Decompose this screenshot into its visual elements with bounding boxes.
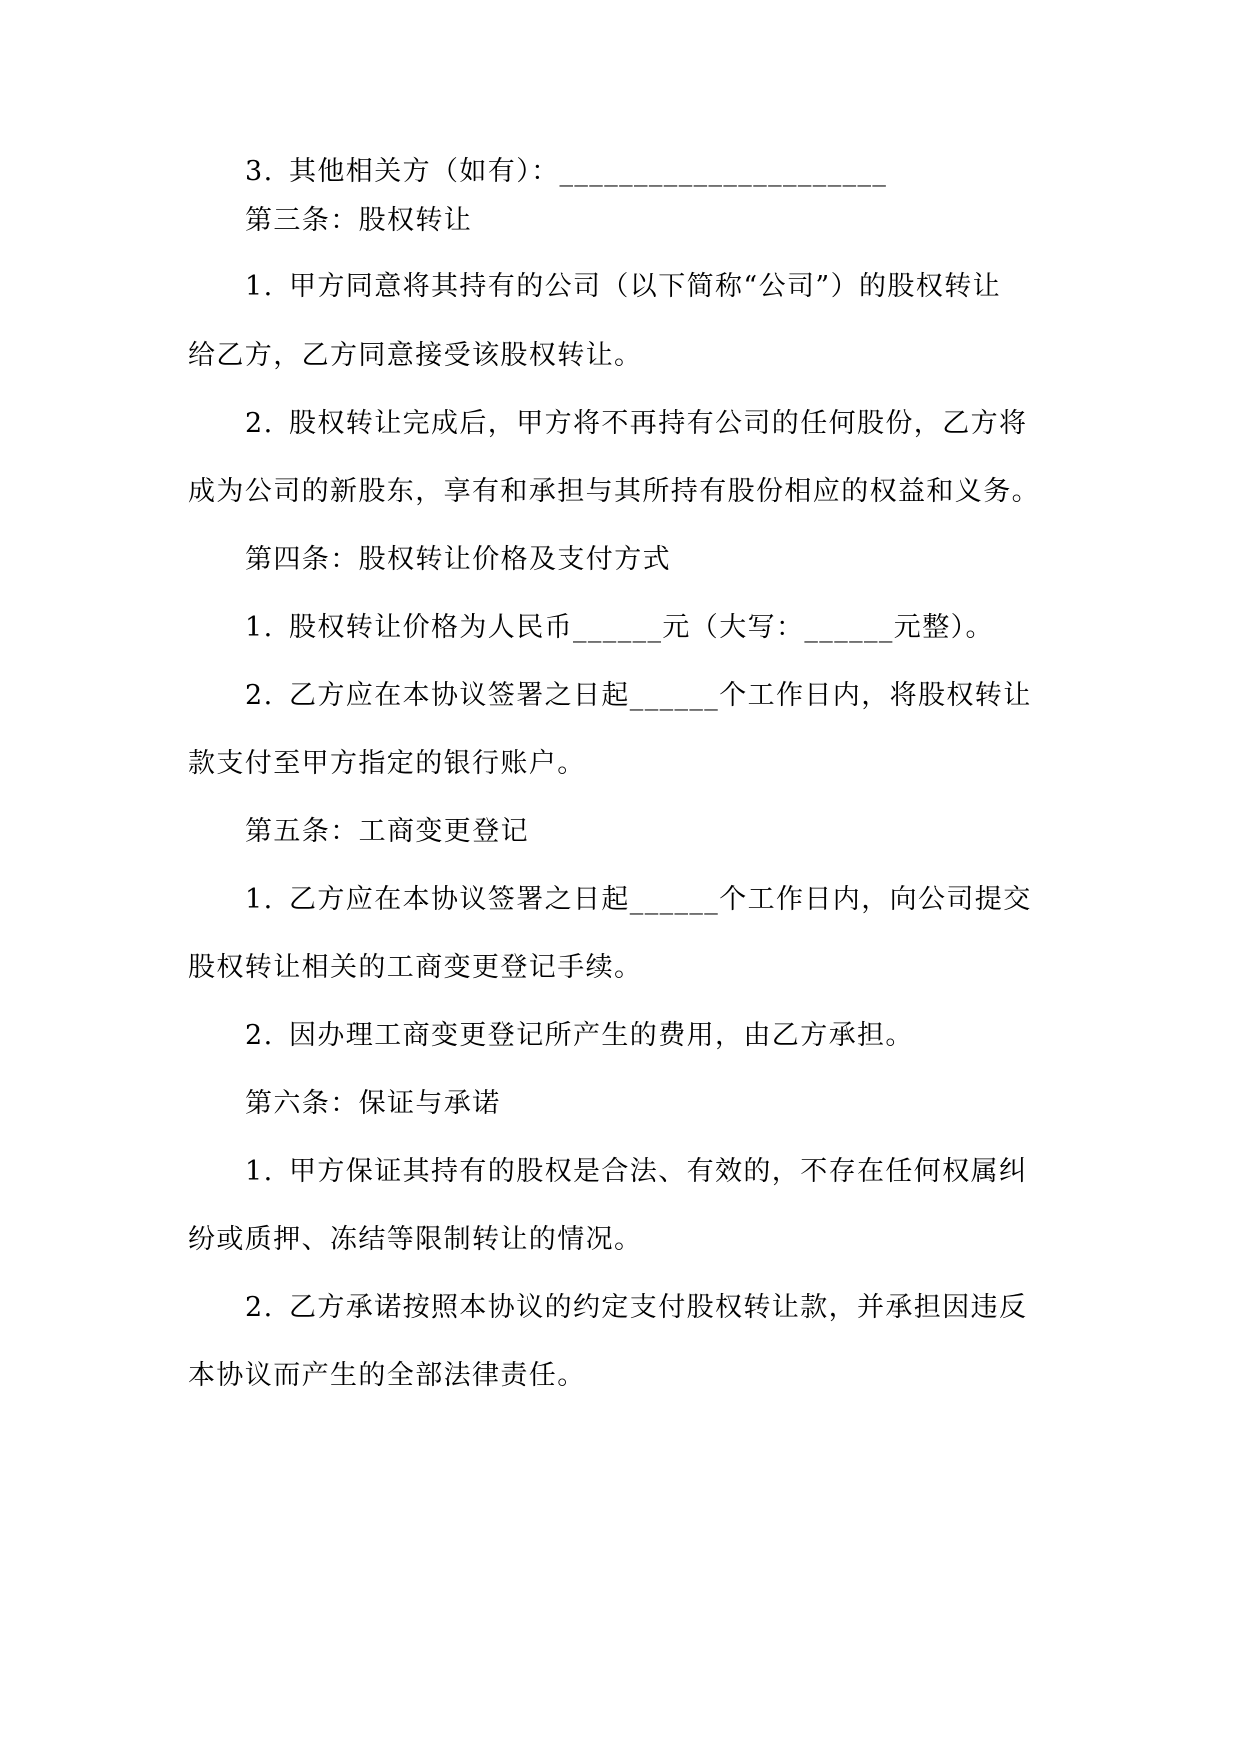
clause-item-other-parties (245, 152, 1115, 192)
clause-6-2-line-1 (245, 1288, 1115, 1328)
paragraph-text: 乙方承诺按照本协议的约定支付股权转让款，并承担因违反 (289, 1292, 1028, 1323)
item-number: 2. (245, 680, 274, 711)
item-number: 1. (245, 1156, 274, 1187)
paragraph-text: 其他相关方（如有）：______________________ (289, 156, 888, 187)
item-number: 3. (245, 156, 274, 187)
clause-5-1-line-1 (245, 880, 1115, 920)
paragraph-text: 股权转让完成后，甲方将不再持有公司的任何股份，乙方将 (289, 408, 1028, 439)
paragraph-text: 甲方同意将其持有的公司（以下简称“公司”）的股权转让 (289, 271, 1002, 302)
article-heading-3: 第三条：股权转让 (245, 205, 473, 236)
clause-3-2-line-2: 成为公司的新股东，享有和承担与其所持有股份相应的权益和义务。 (188, 476, 1040, 507)
clause-3-1-line-2: 给乙方，乙方同意接受该股权转让。 (188, 340, 643, 371)
clause-4-2-line-1 (245, 676, 1115, 716)
article-heading-5: 第五条：工商变更登记 (245, 816, 529, 847)
item-number: 2. (245, 1292, 274, 1323)
article-heading-6: 第六条：保证与承诺 (245, 1088, 501, 1119)
clause-4-2-line-2: 款支付至甲方指定的银行账户。 (188, 748, 586, 779)
item-number: 1. (245, 612, 274, 643)
item-number: 2. (245, 408, 274, 439)
clause-4-1 (245, 608, 1115, 648)
paragraph-text: 因办理工商变更登记所产生的费用，由乙方承担。 (289, 1020, 914, 1051)
paragraph-text: 股权转让价格为人民币______元（大写：______元整）。 (289, 612, 994, 643)
clause-6-1-line-2: 纷或质押、冻结等限制转让的情况。 (188, 1224, 643, 1255)
paragraph-text: 甲方保证其持有的股权是合法、有效的，不存在任何权属纠 (289, 1156, 1028, 1187)
item-number: 1. (245, 884, 274, 915)
clause-6-1-line-1 (245, 1152, 1115, 1192)
clause-5-2 (245, 1016, 1115, 1056)
item-number: 2. (245, 1020, 274, 1051)
paragraph-text: 乙方应在本协议签署之日起______个工作日内，将股权转让 (289, 680, 1032, 711)
clause-3-1-line-1 (245, 267, 1115, 307)
clause-5-1-line-2: 股权转让相关的工商变更登记手续。 (188, 952, 643, 983)
article-heading-4: 第四条：股权转让价格及支付方式 (245, 544, 671, 575)
paragraph-text: 乙方应在本协议签署之日起______个工作日内，向公司提交 (289, 884, 1032, 915)
clause-6-2-line-2: 本协议而产生的全部法律责任。 (188, 1360, 586, 1391)
item-number: 1. (245, 271, 274, 302)
clause-3-2-line-1 (245, 404, 1115, 444)
